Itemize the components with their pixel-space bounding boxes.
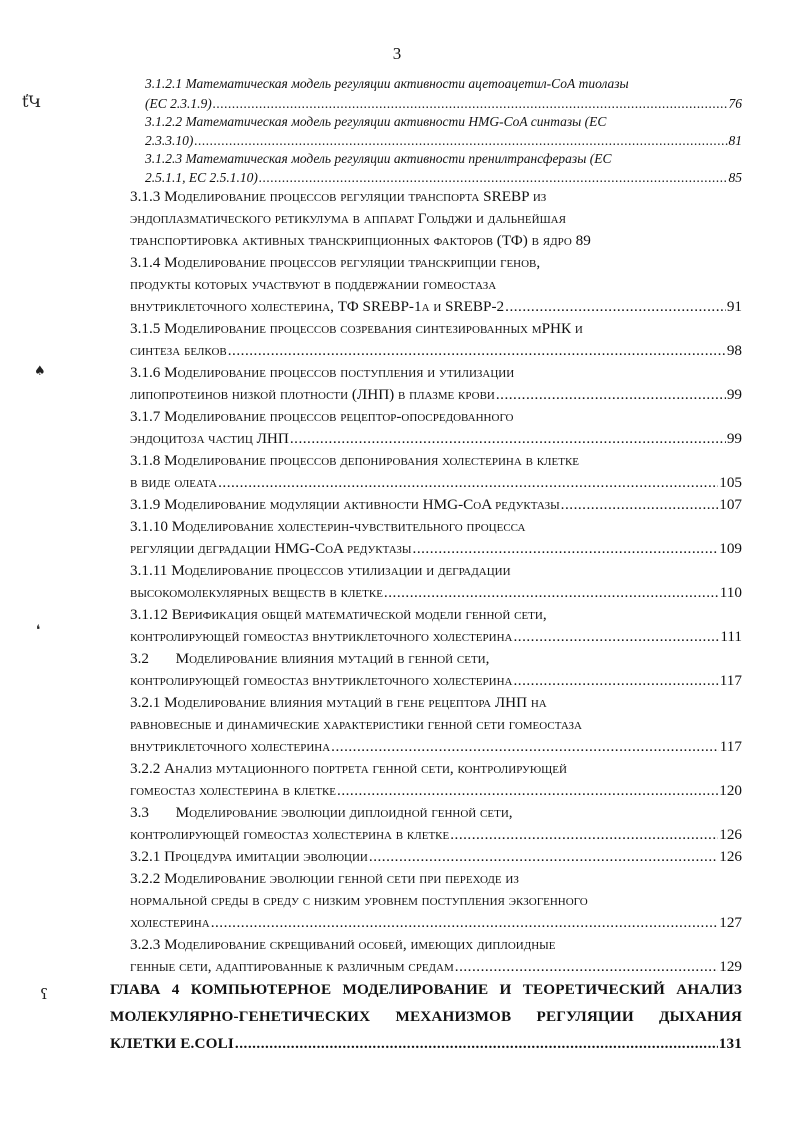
toc-page-number: 99 <box>726 430 742 447</box>
toc-entry-3-1-10-line1[interactable]: 3.1.10 Моделирование холестерин-чувствительного процесса <box>130 518 526 535</box>
toc-entry-3-1-4-line3[interactable]: внутриклеточного холестерина, ТФ SREBP-1а и SREBP-2 ..... 91 <box>130 298 742 316</box>
toc-entry-3-1-8-line2[interactable]: в виде олеата ..... 105 <box>130 474 742 492</box>
toc-entry-3-2-2-evolution-line3[interactable]: холестерина ..... 127 <box>130 914 742 932</box>
toc-page-number: 120 <box>719 782 742 799</box>
toc-entry-3-3-line2[interactable]: контролирующей гомеостаз холестерина в клетке ..... 126 <box>130 826 742 844</box>
toc-entry-3-1-4-line1[interactable]: 3.1.4 Моделирование процессов регуляции транскрипции генов, <box>130 254 541 271</box>
toc-page-number: 129 <box>719 958 742 975</box>
toc-entry-3-1-10-line2[interactable]: регуляции деградации HMG-CoA редуктазы ..... 109 <box>130 540 742 558</box>
toc-entry-3-1-4-line2[interactable]: продукты которых участвуют в поддержании гомеостаза <box>130 276 497 293</box>
toc-page-number: 126 <box>719 848 742 865</box>
toc-entry-3-1-3-line3[interactable]: транспортировка активных транскрипционных факторов (ТФ) в ядро 89 <box>130 232 591 249</box>
toc-entry-3-1-6-line2[interactable]: липопротеинов низкой плотности (ЛНП) в плазме крови ..... 99 <box>130 386 742 404</box>
toc-page-number: 85 <box>728 170 742 185</box>
toc-entry-3-2-line2[interactable]: контролирующей гомеостаз внутриклеточного холестерина ..... 117 <box>130 672 742 690</box>
toc-page-number: 131 <box>718 1035 742 1052</box>
toc-entry-3-1-11-line1[interactable]: 3.1.11 Моделирование процессов утилизации и деградации <box>130 562 511 579</box>
toc-entry-3-2-line1[interactable]: 3.2 Моделирование влияния мутаций в генной сети, <box>130 650 490 667</box>
toc-entry-3-2-2-line1[interactable]: 3.2.2 Анализ мутационного портрета генной сети, контролирующей <box>130 760 567 777</box>
toc-page-number: 117 <box>719 672 742 689</box>
toc-chapter-4-line2[interactable]: МОЛЕКУЛЯРНО-ГЕНЕТИЧЕСКИХ МЕХАНИЗМОВ РЕГУЛЯЦИИ ДЫХАНИЯ <box>110 1008 742 1025</box>
toc-entry-3-3-line1[interactable]: 3.3 Моделирование эволюции диплоидной генной сети, <box>130 804 513 821</box>
toc-page-number: 98 <box>726 342 742 359</box>
toc-entry-3-1-11-line2[interactable]: высокомолекулярных веществ в клетке ..... 110 <box>130 584 742 602</box>
toc-page-number: 117 <box>719 738 742 755</box>
toc-chapter-4-line1[interactable]: ГЛАВА 4 КОМПЬЮТЕРНОЕ МОДЕЛИРОВАНИЕ И ТЕОРЕТИЧЕСКИЙ АНАЛИЗ <box>110 981 742 998</box>
toc-page-number: 76 <box>728 96 742 111</box>
toc-entry-3-2-3-line2[interactable]: генные сети, адаптированные к различным средам ..... 129 <box>130 958 742 976</box>
toc-page-number: 109 <box>719 540 742 557</box>
toc-entry-3-1-2-1-line1[interactable]: 3.1.2.1 Математическая модель регуляции активности ацетоацетил-СоА тиолазы <box>145 76 629 91</box>
toc-page-number: 111 <box>720 628 742 645</box>
toc-entry-3-2-1-procedure[interactable]: 3.2.1 Процедура имитации эволюции ..... 126 <box>130 848 742 866</box>
toc-entry-3-1-8-line1[interactable]: 3.1.8 Моделирование процессов депонирования холестерина в клетке <box>130 452 580 469</box>
toc-page-number: 127 <box>719 914 742 931</box>
toc-entry-3-2-1-line1[interactable]: 3.2.1 Моделирование влияния мутаций в гене рецептора ЛНП на <box>130 694 547 711</box>
toc-entry-3-2-1-line3[interactable]: внутриклеточного холестерина ..... 117 <box>130 738 742 756</box>
toc-entry-3-1-7-line2[interactable]: эндоцитоза частиц ЛНП ..... 99 <box>130 430 742 448</box>
margin-mark-lower: ❛ <box>36 623 41 638</box>
toc-page-number: 105 <box>719 474 742 491</box>
toc-entry-3-1-5-line2[interactable]: синтеза белков ..... 98 <box>130 342 742 360</box>
toc-entry-3-1-3-line1[interactable]: 3.1.3 Моделирование процессов регуляции транспорта SREBP из <box>130 188 547 205</box>
toc-chapter-4-line3[interactable]: КЛЕТКИ E.COLI ..... 131 <box>110 1035 742 1053</box>
toc-entry-3-1-5-line1[interactable]: 3.1.5 Моделирование процессов созревания синтезированных мРНК и <box>130 320 583 337</box>
toc-entry-3-1-2-1-line2[interactable]: (EC 2.3.1.9) ..... 76 <box>145 96 742 112</box>
toc-page-number: 126 <box>719 826 742 843</box>
toc-entry-3-1-2-3-line1[interactable]: 3.1.2.3 Математическая модель регуляции активности пренилтрансферазы (EC <box>145 151 612 166</box>
toc-page-number: 99 <box>726 386 742 403</box>
toc-entry-3-1-3-line2[interactable]: эндоплазматического ретикулума в аппарат Гольджи и дальнейшая <box>130 210 566 227</box>
toc-entry-3-1-2-3-line2[interactable]: 2.5.1.1, EC 2.5.1.10) ..... 85 <box>145 170 742 186</box>
toc-entry-3-1-9[interactable]: 3.1.9 Моделирование модуляции активности HMG-CoA редуктазы ..... 107 <box>130 496 742 514</box>
toc-entry-3-2-3-line1[interactable]: 3.2.3 Моделирование скрещиваний особей, имеющих диплоидные <box>130 936 556 953</box>
toc-entry-3-1-12-line2[interactable]: контролирующей гомеостаз внутриклеточного холестерина ..... 111 <box>130 628 742 646</box>
toc-entry-3-2-2-evolution-line2[interactable]: нормальной среды в среду с низким уровнем поступления экзогенного <box>130 892 588 909</box>
toc-entry-3-1-2-2-line2[interactable]: 2.3.3.10) ..... 81 <box>145 133 742 149</box>
toc-entry-3-1-7-line1[interactable]: 3.1.7 Моделирование процессов рецептор-опосредованного <box>130 408 514 425</box>
toc-entry-3-1-6-line1[interactable]: 3.1.6 Моделирование процессов поступления и утилизации <box>130 364 515 381</box>
toc-page-number: 91 <box>726 298 742 315</box>
toc-page-number: 107 <box>719 496 742 513</box>
toc-page-number: 81 <box>728 133 742 148</box>
margin-mark-mid: ♠ <box>34 364 46 379</box>
toc-entry-3-2-2-evolution-line1[interactable]: 3.2.2 Моделирование эволюции генной сети при переходе из <box>130 870 519 887</box>
toc-entry-3-2-1-line2[interactable]: равновесные и динамические характеристики генной сети гомеостаза <box>130 716 582 733</box>
margin-mark-bottom: ʕ <box>40 985 49 1003</box>
toc-entry-3-2-2-line2[interactable]: гомеостаз холестерина в клетке ..... 120 <box>130 782 742 800</box>
margin-mark-top: ťԿ <box>22 92 42 111</box>
page-number: 3 <box>392 44 402 63</box>
toc-entry-3-1-2-2-line1[interactable]: 3.1.2.2 Математическая модель регуляции активности HMG-CoA синтазы (EC <box>145 114 607 129</box>
toc-page-number: 110 <box>719 584 742 601</box>
toc-entry-3-1-12-line1[interactable]: 3.1.12 Верификация общей математической модели генной сети, <box>130 606 547 623</box>
